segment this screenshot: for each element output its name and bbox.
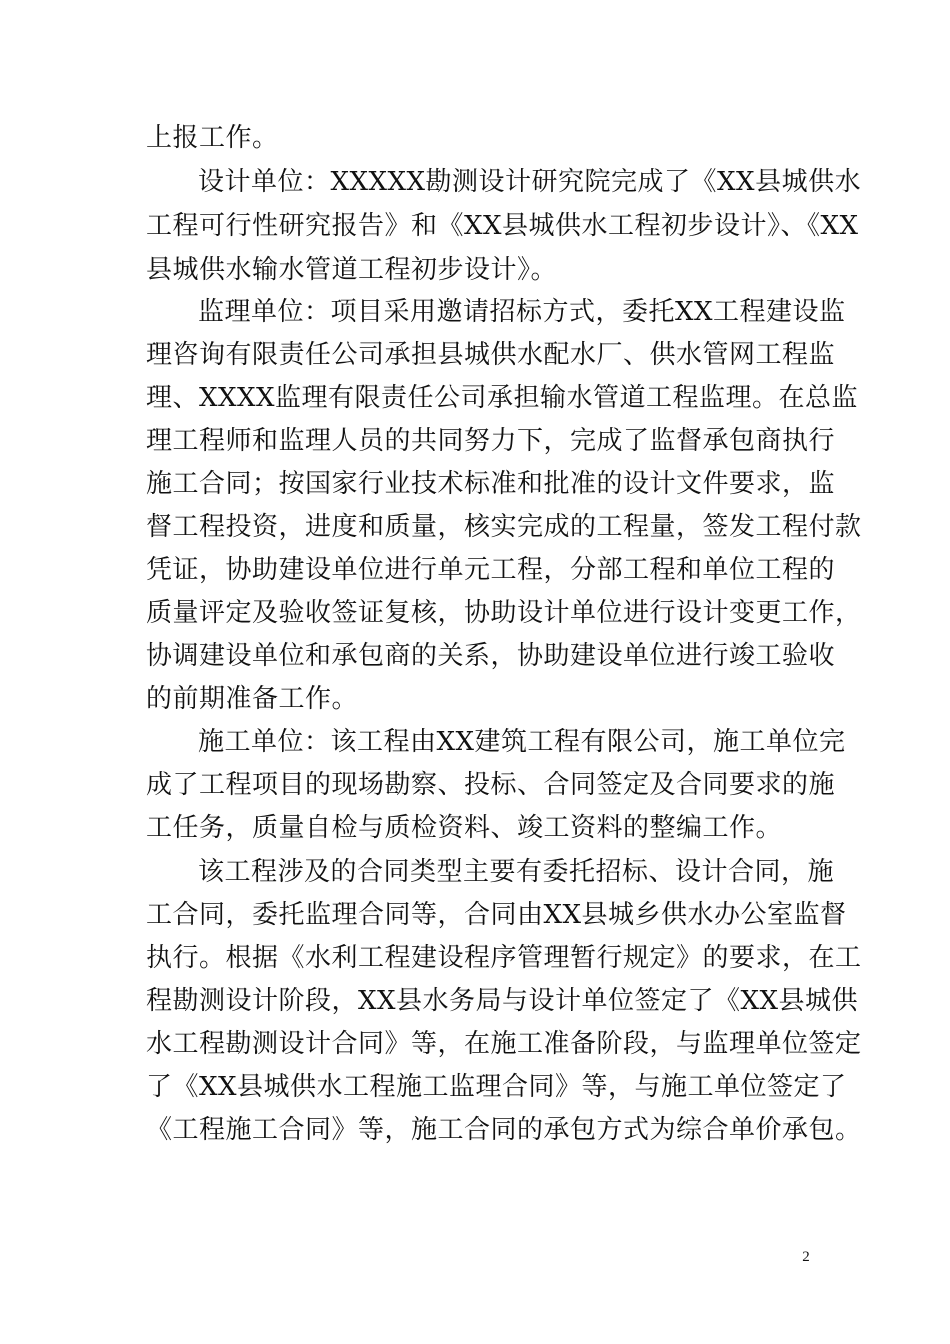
text-line: 设计单位：XXXXX勘测设计研究院完成了《XX县城供水 [198, 167, 862, 197]
text-line: 《工程施工合同》等，施工合同的承包方式为综合单价承包。 [146, 1115, 862, 1145]
text-line: 监理单位：项目采用邀请招标方式，委托XX工程建设监 [198, 297, 846, 327]
text-line: 程勘测设计阶段，XX县水务局与设计单位签定了《XX县城供 [146, 986, 859, 1016]
text-line: 了《XX县城供水工程施工监理合同》等，与施工单位签定了 [146, 1072, 847, 1102]
text-line: 县城供水输水管道工程初步设计》。 [146, 255, 558, 285]
text-line: 执行。根据《水利工程建设程序管理暂行规定》的要求，在工 [146, 943, 862, 973]
text-line: 成了工程项目的现场勘察、投标、合同签定及合同要求的施 [146, 770, 836, 800]
text-line: 施工合同；按国家行业技术标准和批准的设计文件要求，监 [146, 469, 836, 499]
text-line: 上报工作。 [146, 123, 279, 153]
text-line: 施工单位：该工程由XX建筑工程有限公司，施工单位完 [198, 727, 846, 757]
text-line: 的前期准备工作。 [146, 684, 359, 714]
text-line: 凭证，协助建设单位进行单元工程，分部工程和单位工程的 [146, 555, 836, 585]
page-number: 2 [802, 1249, 810, 1265]
text-line: 水工程勘测设计合同》等，在施工准备阶段，与监理单位签定 [146, 1029, 862, 1059]
text-line: 督工程投资，进度和质量，核实完成的工程量，签发工程付款 [146, 512, 862, 542]
text-line: 理咨询有限责任公司承担县城供水配水厂、供水管网工程监 [146, 340, 836, 370]
text-line: 工程可行性研究报告》和《XX县城供水工程初步设计》、《XX [146, 211, 859, 241]
text-line: 理工程师和监理人员的共同努力下，完成了监督承包商执行 [146, 426, 836, 456]
text-line: 工合同，委托监理合同等，合同由XX县城乡供水办公室监督 [146, 900, 847, 930]
text-line: 质量评定及验收签证复核，协助设计单位进行设计变更工作， [146, 598, 862, 628]
text-line: 协调建设单位和承包商的关系，协助建设单位进行竣工验收 [146, 641, 836, 671]
text-line: 该工程涉及的合同类型主要有委托招标、设计合同，施 [198, 857, 835, 887]
text-line: 理、XXXX监理有限责任公司承担输水管道工程监理。在总监 [146, 383, 859, 413]
text-line: 工任务，质量自检与质检资料、竣工资料的整编工作。 [146, 813, 783, 843]
